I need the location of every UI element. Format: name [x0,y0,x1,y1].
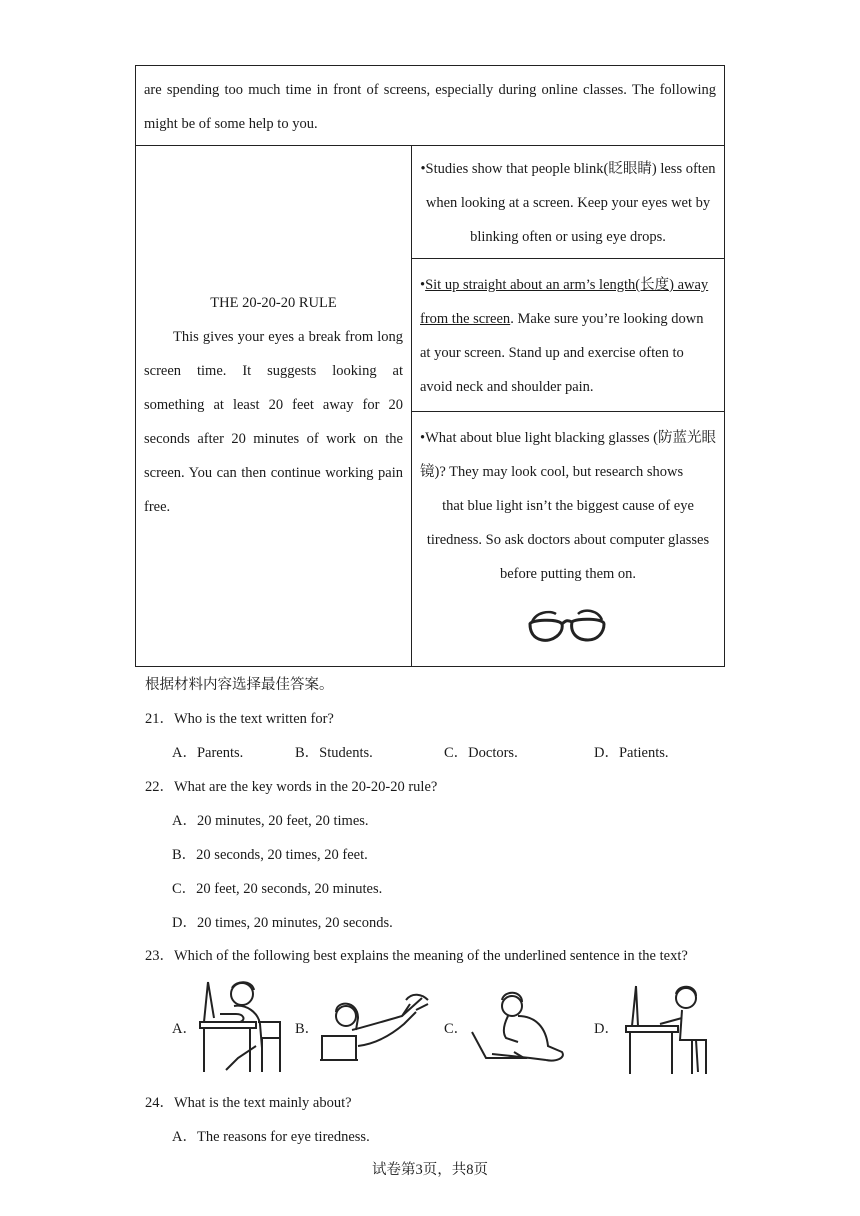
tip-posture [412,259,724,412]
q21-option-b: B．Students. [295,745,373,761]
tip-glasses [412,412,724,666]
rule-title: THE 20-20-20 RULE [210,295,337,311]
tip-glasses-first: •What about blue light blacking glasses (防蓝光眼镜)? They may look cool, but research shows [420,430,716,480]
q22-option-b: B．20 seconds, 20 times, 20 feet. [172,847,368,863]
q24-option-a: A．The reasons for eye tiredness. [172,1129,370,1145]
q23-option-a: A． [172,1021,197,1037]
q22-option-c: C．20 feet, 20 seconds, 20 minutes. [172,881,383,897]
tip-blink: •Studies show that people blink(眨眼睛) less often when looking at a screen. Keep your eyes wet by blinking often or using eye drops. [412,146,724,259]
passage-intro: are spending too much time in front of screens, especially during online classes. The following might be of some help to you. [136,66,724,146]
q22-option-d: D．20 times, 20 minutes, 20 seconds. [172,915,393,931]
tip-glasses-rest: that blue light isn’t the biggest cause of eye tiredness. So ask doctors about computer glasses before putting them on. [426,498,710,582]
person-sitting-on-floor-with-laptop-illustration [466,988,570,1066]
tip-posture-bullet: • [420,277,426,293]
question-22: 22．What are the key words in the 20-20-20 rule? [145,779,438,795]
passage-table [135,65,725,667]
person-leaning-close-to-screen-illustration [196,978,288,1074]
page-footer: 试卷第3页，共8页 [372,1162,488,1178]
glasses-icon [526,600,608,648]
underlined-sentence: Sit up straight about an arm’s length(长度) away from the screen [420,277,709,327]
q21-option-c: C．Doctors. [444,745,518,761]
question-23: 23．Which of the following best explains the meaning of the underlined sentence in the text? [145,948,688,964]
q23-option-d: D． [594,1021,619,1037]
q23-option-b: B． [295,1021,320,1037]
rule-cell [136,146,412,666]
q21-option-a: A．Parents. [172,745,244,761]
rule-text: This gives your eyes a break from long screen time. It suggests looking at something at least 20 feet away for 20 seconds after 20 minutes of work on the screen. You can then continue working pain free. [144,329,403,515]
question-21: 21．Who is the text written for? [145,711,334,727]
tip-posture-rest: . Make sure you’re looking down at your screen. Stand up and exercise often to avoid neck and shoulder pain. [420,311,704,395]
question-24: 24．What is the text mainly about? [145,1095,352,1111]
instruction: 根据材料内容选择最佳答案。 [145,677,334,693]
person-sitting-upright-at-desk-illustration [620,980,710,1076]
girl-lying-with-laptop-illustration [318,990,434,1064]
q21-option-d: D．Patients. [594,745,669,761]
q23-option-c: C． [444,1021,469,1037]
q22-option-a: A．20 minutes, 20 feet, 20 times. [172,813,369,829]
